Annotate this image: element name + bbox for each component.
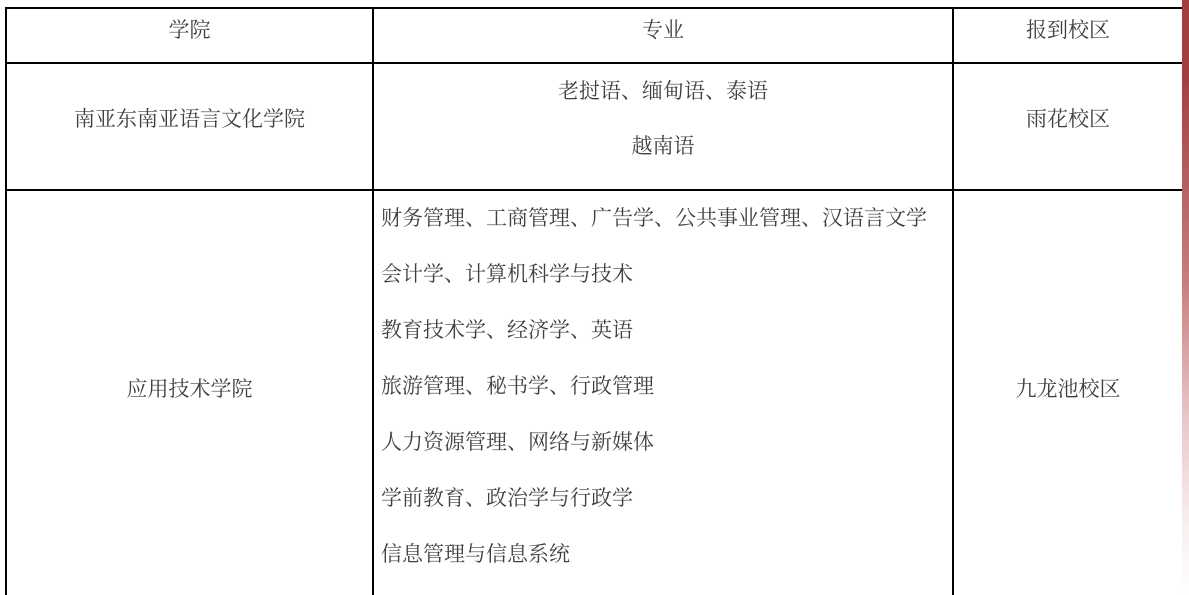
table-row — [6, 190, 1183, 595]
scrollbar[interactable] — [1182, 0, 1189, 595]
major-line: 旅游管理、秘书学、行政管理 — [381, 375, 654, 398]
header-cell-college: 学院 — [6, 8, 373, 63]
campus-name: 雨花校区 — [953, 63, 1183, 190]
college-majors-table — [5, 7, 1184, 595]
major-line: 越南语 — [631, 135, 695, 158]
college-name: 应用技术学院 — [6, 190, 373, 595]
majors-cell — [373, 190, 953, 595]
table-header-row — [6, 8, 1183, 63]
college-name: 南亚东南亚语言文化学院 — [6, 63, 373, 190]
major-line: 财务管理、工商管理、广告学、公共事业管理、汉语言文学 — [381, 207, 927, 230]
majors-cell — [373, 63, 953, 190]
major-line: 教育技术学、经济学、英语 — [381, 319, 633, 342]
major-line: 老挝语、缅甸语、泰语 — [558, 80, 768, 103]
header-cell-campus: 报到校区 — [953, 8, 1183, 63]
major-line: 信息管理与信息系统 — [381, 543, 570, 566]
major-line: 人力资源管理、网络与新媒体 — [381, 431, 654, 454]
campus-name: 九龙池校区 — [953, 190, 1183, 595]
major-line: 学前教育、政治学与行政学 — [381, 487, 633, 510]
table-row — [6, 63, 1183, 190]
header-cell-majors: 专业 — [373, 8, 953, 63]
major-line: 会计学、计算机科学与技术 — [381, 263, 633, 286]
